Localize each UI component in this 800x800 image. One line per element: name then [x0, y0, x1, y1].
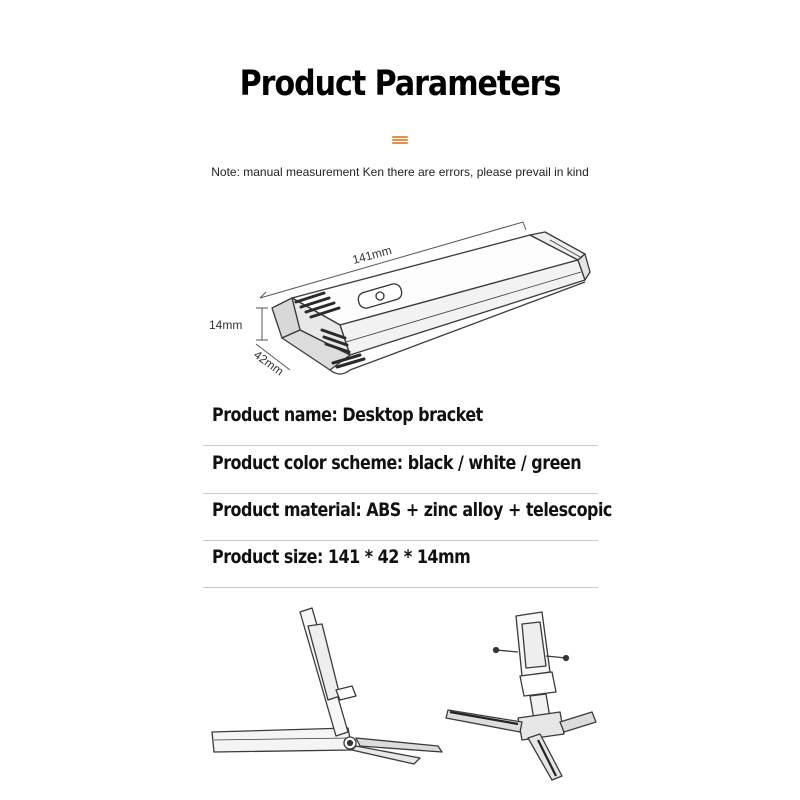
spec-row-color	[203, 446, 598, 494]
length-dimension-label: 141mm	[350, 243, 394, 267]
spec-row-material	[203, 493, 612, 541]
spec-size-text: Product size: 141 * 42 * 14mm	[212, 546, 471, 568]
spec-row-size	[203, 540, 598, 588]
spec-name-text: Product name: Desktop bracket	[212, 404, 483, 426]
height-dimension-label: 14mm	[209, 318, 243, 332]
page-title: Product Parameters	[239, 64, 561, 104]
width-dimension-label: 42mm	[251, 347, 287, 379]
unfolded-views-illustration	[200, 600, 600, 790]
title-divider-icon	[392, 136, 408, 144]
measurement-note: Note: manual measurement Ken there are errors, please prevail in kind	[211, 165, 589, 179]
spec-row-name	[203, 398, 598, 446]
spec-color-text: Product color scheme: black / white / green	[212, 452, 582, 474]
spec-material-text: Product material: ABS + zinc alloy + telescopic	[212, 499, 612, 521]
